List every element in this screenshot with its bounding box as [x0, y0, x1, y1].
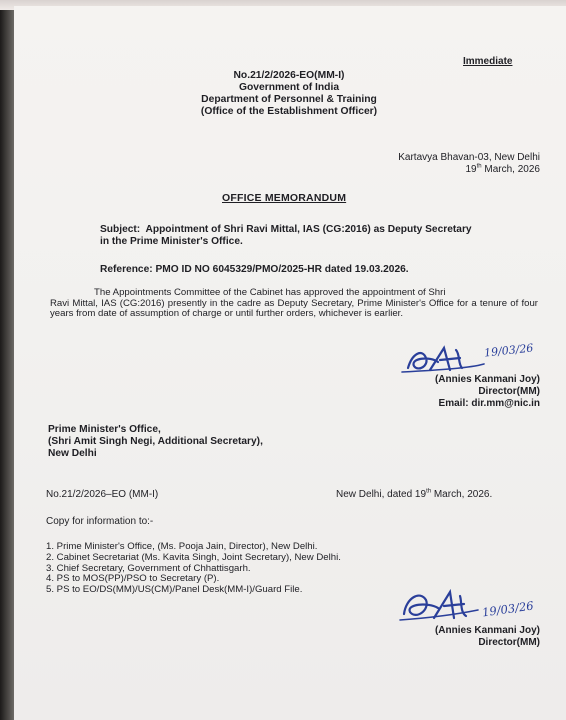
- signatory-2-designation: Director(MM): [478, 637, 540, 648]
- body-paragraph: The Appointments Committee of the Cabinet has approved the appointment of Shri Ravi Mittal, IAS (CG:2016) presently in the cadre as Deputy Secretary, Prime Minister's Office for a tenure of four years from date of assumption of charge or until further orders, whichever is earlier.: [50, 287, 538, 320]
- reference-line: Reference: PMO ID NO 6045329/PMO/2025-HR dated 19.03.2026.: [100, 264, 409, 275]
- list-item: 1. Prime Minister's Office, (Ms. Pooja Jain, Director), New Delhi.: [46, 541, 318, 552]
- header-office: (Office of the Establishment Officer): [200, 106, 378, 117]
- document-page: [14, 6, 566, 720]
- copy-for-information: Copy for information to:-: [46, 516, 154, 527]
- signatory-1-email: Email: dir.mm@nic.in: [438, 398, 540, 409]
- copy-recipient-list: [46, 542, 426, 596]
- header-department: Department of Personnel & Training: [201, 94, 377, 105]
- addressee-line-2: (Shri Amit Singh Negi, Additional Secretary),: [48, 436, 263, 447]
- header-ref-number: No.21/2/2026-EO(MM-I): [233, 70, 345, 81]
- priority-label: Immediate: [463, 56, 513, 67]
- subject-line-2: in the Prime Minister's Office.: [100, 236, 243, 247]
- header-government: Government of India: [238, 82, 340, 93]
- subject-line-1: Subject: Appointment of Shri Ravi Mittal, IAS (CG:2016) as Deputy Secretary: [100, 224, 472, 235]
- list-item: 5. PS to EO/DS(MM)/US(CM)/Panel Desk(MM-I)/Guard File.: [46, 584, 303, 596]
- addressee-block: [48, 424, 263, 460]
- copy-ref-number: No.21/2/2026–EO (MM-I): [46, 489, 159, 500]
- date-line: 19th March, 2026: [465, 163, 540, 175]
- subject-label: Subject:: [100, 224, 141, 235]
- place-date-block: [398, 152, 540, 176]
- list-item: 2. Cabinet Secretariat (Ms. Kavita Singh, Joint Secretary), New Delhi.: [46, 551, 341, 563]
- signatory-2-name: (Annies Kanmani Joy): [434, 625, 540, 636]
- signature-1-date: 19/03/26: [483, 341, 534, 360]
- addressee-line-1: Prime Minister's Office,: [48, 424, 161, 435]
- memorandum-title: OFFICE MEMORANDUM: [222, 192, 347, 204]
- addressee-line-3: New Delhi: [48, 448, 97, 459]
- copy-dated-line: New Delhi, dated 19th March, 2026.: [336, 488, 493, 500]
- place-line: Kartavya Bhavan-03, New Delhi: [398, 152, 540, 163]
- document-header: [164, 70, 414, 118]
- list-item: 3. Chief Secretary, Government of Chhattisgarh.: [46, 562, 251, 574]
- list-item: 4. PS to MOS(PP)/PSO to Secretary (P).: [46, 573, 220, 585]
- photo-edge-shadow: [0, 0, 14, 720]
- signatory-1-name: (Annies Kanmani Joy): [434, 374, 540, 385]
- signature-2-date: 19/03/26: [481, 598, 535, 620]
- signatory-1-designation: Director(MM): [478, 386, 540, 397]
- signatory-2-block: [435, 625, 540, 649]
- signatory-1-block: [435, 374, 540, 410]
